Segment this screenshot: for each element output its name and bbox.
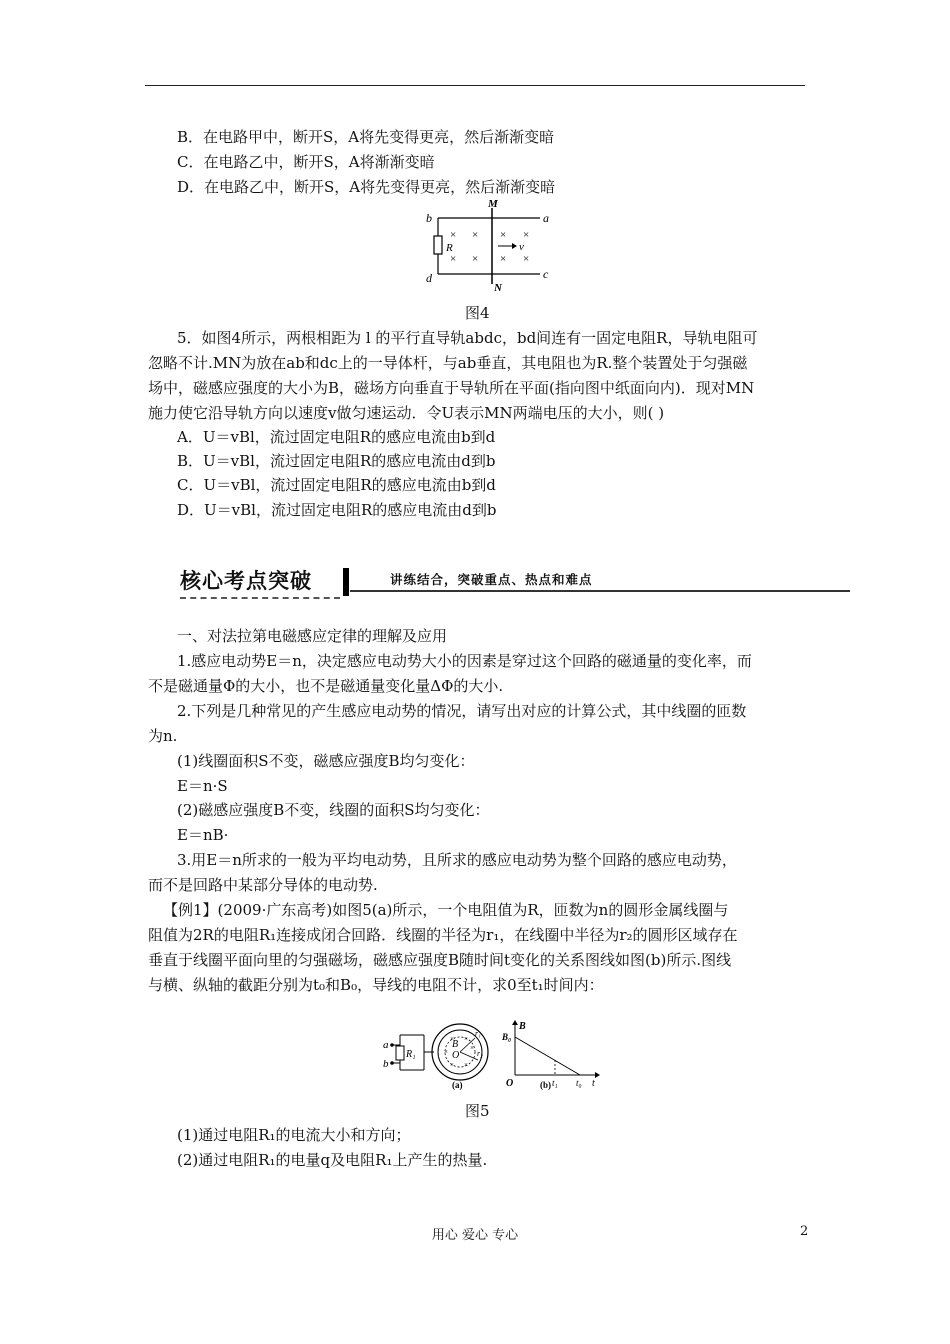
svg-text:×: × <box>464 1061 468 1069</box>
svg-text:×: × <box>500 253 507 265</box>
fig4-label-c: c <box>543 267 549 281</box>
fig4-label-d: d <box>426 271 432 285</box>
fig4-label-v: v <box>519 241 524 253</box>
q5-line-3: 场中，磁感应强度的大小为B，磁场方向垂直于导轨所在平面(指向图中纸面向内)．现对MN <box>148 379 755 397</box>
example1-line-1: 【例1】(2009·广东高考)如图5(a)所示，一个电阻值为R，匝数为n的圆形金属线圈与 <box>163 901 729 919</box>
section-line-3: 2.下列是几种常见的产生感应电动势的情况，请写出对应的计算公式，其中线圈的匝数 <box>177 702 747 720</box>
banner-subtitle: 讲练结合，突破重点、热点和难点 <box>390 572 593 587</box>
fig4-label-M: M <box>488 198 498 210</box>
banner-rule <box>350 590 850 592</box>
section-line-6: E＝n·S <box>177 777 228 795</box>
svg-text:×: × <box>470 1044 474 1052</box>
fig4-label-N: N <box>494 282 502 294</box>
q5-line-1: 5．如图4所示，两根相距为 l 的平行直导轨abdc，bd间连有一固定电阻R，导轨电阻可 <box>177 329 758 347</box>
option-b-prev: B．在电路甲中，断开S，A将先变得更亮，然后渐渐变暗 <box>177 128 555 146</box>
svg-text:×: × <box>472 229 479 241</box>
fig5-axis-B: B <box>519 1021 526 1032</box>
fig4-label-a: a <box>543 211 549 225</box>
footer-text: 用心 爱心 专心 <box>431 1228 519 1243</box>
svg-text:×: × <box>464 1035 468 1043</box>
svg-text:×: × <box>523 229 530 241</box>
figure-5-diagram <box>380 1020 600 1090</box>
fig4-label-R: R <box>446 242 453 254</box>
section-line-5: (1)线圈面积S不变，磁感应强度B均匀变化： <box>177 752 475 770</box>
banner-bar <box>343 568 349 596</box>
fig5-label-O: O <box>452 1050 460 1061</box>
fig5-axis-t: t <box>592 1078 595 1089</box>
svg-text:×: × <box>450 1035 454 1043</box>
svg-text:×: × <box>472 253 479 265</box>
q5-option-d: D．U＝vBl，流过固定电阻R的感应电流由d到b <box>177 501 497 519</box>
svg-text:×: × <box>500 229 507 241</box>
fig5-label-a: a <box>383 1039 389 1051</box>
figure-5-caption: 图5 <box>465 1102 490 1120</box>
fig4-label-b: b <box>426 211 432 225</box>
fig5-label-R1: R₁ <box>406 1049 416 1060</box>
svg-text:×: × <box>450 229 457 241</box>
fig5-axis-t1: t₁ <box>552 1078 558 1088</box>
fig5-label-r2: r₂ <box>477 1049 483 1058</box>
top-rule <box>145 85 805 86</box>
svg-text:×: × <box>523 253 530 265</box>
example1-question-1: (1)通过电阻R₁的电流大小和方向； <box>177 1126 411 1144</box>
section-banner <box>180 566 850 602</box>
section-heading: 一、对法拉第电磁感应定律的理解及应用 <box>177 627 448 645</box>
q5-line-2: 忽略不计.MN为放在ab和dc上的一导体杆，与ab垂直，其电阻也为R.整个装置处于匀强磁 <box>148 354 748 372</box>
option-d-prev: D．在电路乙中，断开S，A将先变得更亮，然后渐渐变暗 <box>177 178 556 196</box>
svg-text:×: × <box>450 1061 454 1069</box>
section-line-4: 为n. <box>148 727 178 745</box>
section-line-2: 不是磁通量Φ的大小，也不是磁通量变化量ΔΦ的大小. <box>148 677 504 695</box>
section-line-9: 3.用E＝n所求的一般为平均电动势，且所求的感应电动势为整个回路的感应电动势， <box>177 851 737 869</box>
option-c-prev: C．在电路乙中，断开S，A将渐渐变暗 <box>177 153 435 171</box>
svg-text:×: × <box>450 253 457 265</box>
fig5-label-r1: r₁ <box>475 1029 481 1038</box>
q5-option-c: C．U＝vBl，流过固定电阻R的感应电流由b到d <box>177 476 496 494</box>
banner-dash <box>180 597 340 599</box>
section-line-1: 1.感应电动势E＝n，决定感应电动势大小的因素是穿过这个回路的磁通量的变化率，而 <box>177 652 752 670</box>
example1-line-4: 与横、纵轴的截距分别为t₀和B₀，导线的电阻不计，求0至t₁时间内： <box>148 976 604 994</box>
section-line-7: (2)磁感应强度B不变，线圈的面积S均匀变化： <box>177 801 490 819</box>
figure-4-caption: 图4 <box>465 304 490 322</box>
example1-question-2: (2)通过电阻R₁的电量q及电阻R₁上产生的热量. <box>177 1151 488 1169</box>
section-line-8: E＝nB· <box>177 826 229 844</box>
fig5-axis-O: O <box>506 1078 514 1089</box>
figure-4-diagram <box>420 196 570 294</box>
fig5-sub-a: (a) <box>452 1080 463 1090</box>
fig5-label-B: B <box>452 1039 459 1050</box>
example1-line-3: 垂直于线圈平面向里的匀强磁场，磁感应强度B随时间t变化的关系图线如图(b)所示.图线 <box>148 951 732 969</box>
page-number: 2 <box>800 1224 809 1239</box>
banner-title: 核心考点突破 <box>180 569 312 593</box>
q5-option-a: A．U＝vBl，流过固定电阻R的感应电流由b到d <box>177 428 496 446</box>
fig5-axis-B0: B₀ <box>502 1032 512 1042</box>
example1-line-2: 阻值为2R的电阻R₁连接成闭合回路．线圈的半径为r₁，在线圈中半径为r₂的圆形区域存在 <box>148 926 738 944</box>
section-line-10: 而不是回路中某部分导体的电动势. <box>148 876 378 894</box>
q5-option-b: B．U＝vBl，流过固定电阻R的感应电流由d到b <box>177 452 496 470</box>
fig5-sub-b: (b) <box>540 1080 551 1090</box>
fig5-label-b: b <box>383 1058 389 1070</box>
fig5-axis-t0: t₀ <box>576 1078 582 1088</box>
svg-text:×: × <box>444 1048 448 1056</box>
q5-line-4: 施力使它沿导轨方向以速度v做匀速运动．令U表示MN两端电压的大小，则( ) <box>148 404 665 422</box>
